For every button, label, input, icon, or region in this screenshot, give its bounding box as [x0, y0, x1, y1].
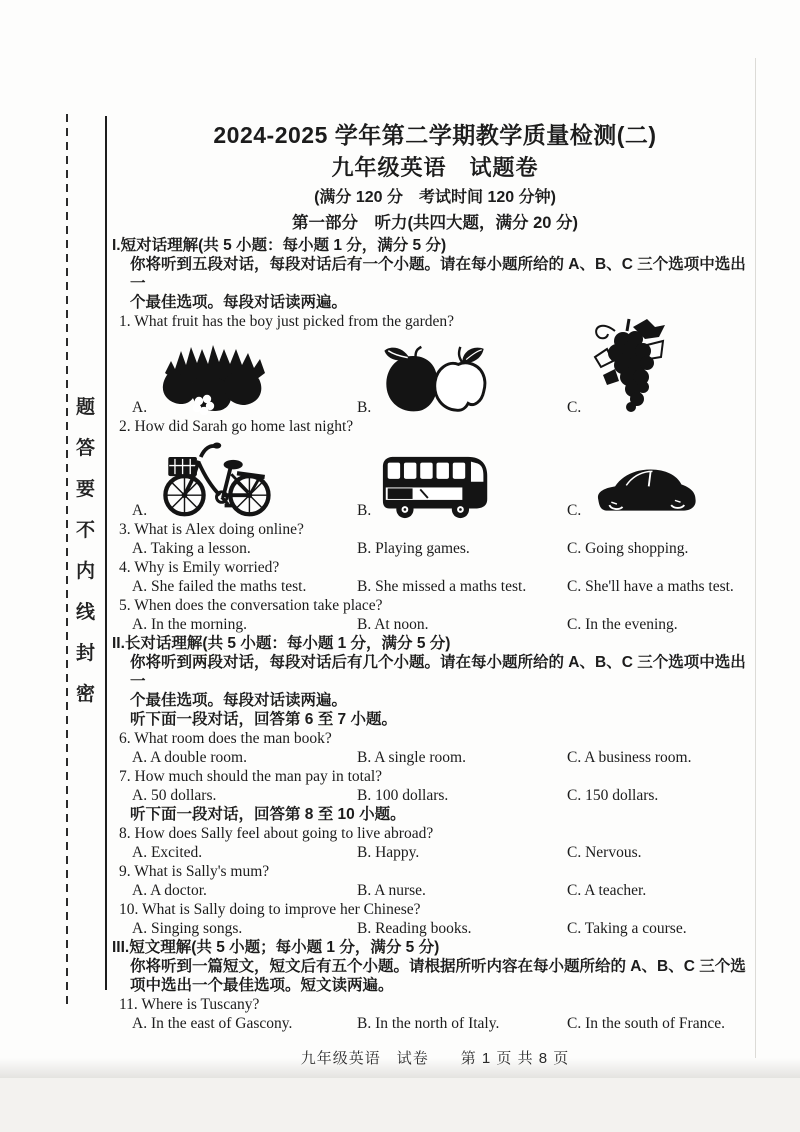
q6-option-c: C. A business room.: [567, 749, 692, 766]
question-10: 10. What is Sally doing to improve her Chinese?: [119, 901, 421, 918]
q8-option-c: C. Nervous.: [567, 844, 642, 861]
seal-char: 内: [76, 561, 96, 582]
q11-option-c: C. In the south of France.: [567, 1015, 725, 1032]
q4-option-c: C. She'll have a maths test.: [567, 578, 734, 595]
q2-option-a-label: A.: [132, 502, 148, 519]
section1-instruction-line1: 你将听到五段对话，每段对话后有一个小题。请在每小题所给的 A、B、C 三个选项中选出一: [130, 256, 746, 292]
q9-option-c: C. A teacher.: [567, 882, 647, 899]
q7-option-b: B. 100 dollars.: [357, 787, 449, 804]
scan-background-bottom: [0, 1078, 800, 1132]
q9-option-a: A. A doctor.: [132, 882, 207, 899]
q3-option-c: C. Going shopping.: [567, 540, 689, 557]
q2-option-c: [567, 462, 758, 520]
strawberries-image: [155, 337, 275, 417]
section2-heading: II.长对话理解(共 5 小题：每小题 1 分，满分 5 分): [112, 635, 451, 652]
section2-instruction-line2: 个最佳选项。每段对话读两遍。: [130, 692, 348, 709]
section3-instruction-line1: 你将听到一篇短文，短文后有五个小题。请根据所听内容在每小题所给的 A、B、C 三个选: [130, 958, 746, 975]
question-2-picture-options: [132, 436, 758, 520]
section2-sub-instruction-2: 听下面一段对话，回答第 8 至 10 小题。: [130, 806, 406, 823]
question-7: 7. How much should the man pay in total?: [119, 768, 383, 785]
question-4-options: [132, 577, 758, 596]
seal-dashed-line: [66, 114, 68, 1010]
q2-option-b-label: B.: [357, 502, 372, 519]
q3-option-a: A. Taking a lesson.: [132, 540, 251, 557]
q9-option-b: B. A nurse.: [357, 882, 426, 899]
section2-instruction-line1: 你将听到两段对话，每段对话后有几个小题。请在每小题所给的 A、B、C 三个选项中选出一: [130, 654, 746, 690]
q11-option-a: A. In the east of Gascony.: [132, 1015, 293, 1032]
page-border-line: [105, 116, 107, 990]
question-7-options: [132, 786, 758, 805]
question-9: 9. What is Sally's mum?: [119, 863, 270, 880]
q7-option-c: C. 150 dollars.: [567, 787, 659, 804]
seal-char: 答: [76, 438, 96, 459]
q2-option-b: [357, 453, 567, 520]
question-9-options: [132, 881, 758, 900]
q6-option-a: A. A double room.: [132, 749, 247, 766]
q1-option-c-label: C.: [567, 399, 582, 416]
question-5: 5. When does the conversation take place?: [119, 597, 383, 614]
q5-option-a: A. In the morning.: [132, 616, 247, 633]
seal-char: 题: [76, 397, 96, 418]
section2-sub-instruction-1: 听下面一段对话，回答第 6 至 7 小题。: [130, 711, 397, 728]
q1-option-b: [357, 343, 567, 417]
section1-heading: I.短对话理解(共 5 小题：每小题 1 分，满分 5 分): [112, 237, 447, 254]
question-6-options: [132, 748, 758, 767]
bicycle-image: [155, 436, 277, 520]
page-footer: 九年级英语 试卷 第 1 页 共 8 页: [300, 1050, 570, 1067]
car-image: [589, 462, 701, 520]
q8-option-a: A. Excited.: [132, 844, 203, 861]
q10-option-a: A. Singing songs.: [132, 920, 243, 937]
q5-option-b: B. At noon.: [357, 616, 429, 633]
question-10-options: [132, 919, 758, 938]
question-8-options: [132, 843, 758, 862]
q10-option-b: B. Reading books.: [357, 920, 472, 937]
q6-option-b: B. A single room.: [357, 749, 466, 766]
question-11-options: [132, 1014, 758, 1033]
question-5-options: [132, 615, 758, 634]
q1-option-a-label: A.: [132, 399, 148, 416]
q7-option-a: A. 50 dollars.: [132, 787, 217, 804]
q2-option-c-label: C.: [567, 502, 582, 519]
q1-option-c: [567, 317, 758, 417]
exam-content: [112, 0, 758, 1068]
question-3-options: [132, 539, 758, 558]
q4-option-b: B. She missed a maths test.: [357, 578, 527, 595]
part-one-heading: 第一部分 听力(共四大题，满分 20 分): [291, 214, 578, 232]
seal-char: 密: [76, 684, 96, 705]
q2-option-a: [132, 436, 357, 520]
section3-heading: III.短文理解(共 5 小题；每小题 1 分，满分 5 分): [112, 939, 440, 956]
q3-option-b: B. Playing games.: [357, 540, 470, 557]
question-8: 8. How does Sally feel about going to live abroad?: [119, 825, 434, 842]
grapes-image: [589, 317, 669, 417]
q1-option-a: [132, 337, 357, 417]
question-4: 4. Why is Emily worried?: [119, 559, 280, 576]
question-3: 3. What is Alex doing online?: [119, 521, 304, 538]
exam-title: 2024-2025 学年第二学期教学质量检测(二): [213, 122, 657, 148]
score-time-line: (满分 120 分 考试时间 120 分钟): [314, 189, 556, 206]
question-1-picture-options: [132, 331, 758, 417]
bus-image: [379, 453, 494, 520]
seal-char: 不: [76, 520, 96, 541]
seal-char: 线: [76, 602, 96, 623]
q10-option-c: C. Taking a course.: [567, 920, 687, 937]
section3-instruction-line2: 项中选出一个最佳选项。短文读两遍。: [130, 977, 394, 994]
q11-option-b: B. In the north of Italy.: [357, 1015, 500, 1032]
seal-char: 要: [76, 479, 96, 500]
question-11: 11. Where is Tuscany?: [119, 996, 260, 1013]
exam-subject-title: 九年级英语 试题卷: [331, 155, 539, 180]
q8-option-b: B. Happy.: [357, 844, 420, 861]
question-2: 2. How did Sarah go home last night?: [119, 418, 354, 435]
seal-line-text: [76, 398, 95, 704]
section1-instruction-line2: 个最佳选项。每段对话读两遍。: [130, 294, 348, 311]
apples-image: [379, 343, 491, 417]
q4-option-a: A. She failed the maths test.: [132, 578, 307, 595]
question-6: 6. What room does the man book?: [119, 730, 332, 747]
q5-option-c: C. In the evening.: [567, 616, 678, 633]
question-1: 1. What fruit has the boy just picked from the garden?: [119, 313, 455, 330]
seal-char: 封: [76, 643, 96, 664]
q1-option-b-label: B.: [357, 399, 372, 416]
